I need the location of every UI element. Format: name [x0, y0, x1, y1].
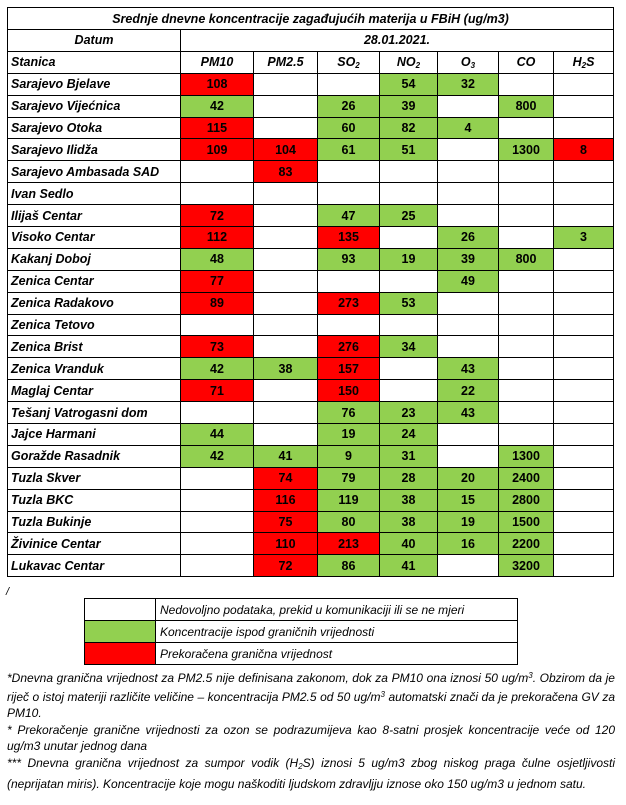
value-cell — [554, 161, 614, 183]
value-cell: 104 — [254, 139, 318, 161]
value-cell — [499, 314, 554, 336]
station-name: Sarajevo Vijećnica — [8, 95, 181, 117]
station-name: Zenica Centar — [8, 270, 181, 292]
value-cell — [438, 314, 499, 336]
value-cell — [554, 73, 614, 95]
station-name: Zenica Tetovo — [8, 314, 181, 336]
value-cell: 19 — [380, 248, 438, 270]
value-cell: 15 — [438, 489, 499, 511]
note-ozone: * Prekoračenje granične vrijednosti za ozon se podrazumijeva kao 8-satni prosjek koncentracije veće od 120 ug/m3 unutar jednog dana — [7, 722, 615, 754]
value-cell — [181, 555, 254, 577]
value-cell — [499, 161, 554, 183]
value-cell: 135 — [318, 227, 380, 249]
value-cell — [554, 292, 614, 314]
value-cell: 150 — [318, 380, 380, 402]
value-cell: 41 — [380, 555, 438, 577]
value-cell: 39 — [438, 248, 499, 270]
value-cell: 23 — [380, 402, 438, 424]
value-cell: 61 — [318, 139, 380, 161]
value-cell: 73 — [181, 336, 254, 358]
table-row — [8, 205, 614, 227]
date-value: 28.01.2021. — [181, 30, 614, 52]
value-cell: 25 — [380, 205, 438, 227]
value-cell: 9 — [318, 445, 380, 467]
value-cell: 116 — [254, 489, 318, 511]
value-cell: 42 — [181, 358, 254, 380]
value-cell — [254, 292, 318, 314]
value-cell: 800 — [499, 248, 554, 270]
value-cell: 38 — [254, 358, 318, 380]
value-cell — [380, 314, 438, 336]
legend-row — [85, 643, 518, 665]
legend-label: Nedovoljno podataka, prekid u komunikaciji ili se ne mjeri — [156, 599, 518, 621]
value-cell — [181, 533, 254, 555]
col-header-so2: $SO_2$ — [318, 51, 380, 73]
station-name: Visoko Centar — [8, 227, 181, 249]
value-cell — [438, 183, 499, 205]
value-cell: 1500 — [499, 511, 554, 533]
value-cell: 53 — [380, 292, 438, 314]
value-cell: 26 — [438, 227, 499, 249]
value-cell — [181, 511, 254, 533]
table-row — [8, 402, 614, 424]
table-row — [8, 555, 614, 577]
station-name: Zenica Vranduk — [8, 358, 181, 380]
value-cell: 38 — [380, 489, 438, 511]
value-cell — [318, 270, 380, 292]
legend-swatch — [85, 599, 156, 621]
value-cell — [554, 314, 614, 336]
value-cell — [254, 270, 318, 292]
value-cell — [499, 380, 554, 402]
value-cell — [254, 205, 318, 227]
table-title: Srednje dnevne koncentracije zagađujućih materija u FBiH (ug/m3) — [8, 8, 614, 30]
value-cell: 39 — [380, 95, 438, 117]
value-cell: 74 — [254, 467, 318, 489]
value-cell — [380, 358, 438, 380]
table-row — [8, 314, 614, 336]
value-cell — [554, 358, 614, 380]
value-cell: 800 — [499, 95, 554, 117]
value-cell: 75 — [254, 511, 318, 533]
value-cell — [254, 73, 318, 95]
table-row — [8, 95, 614, 117]
value-cell — [318, 161, 380, 183]
table-row — [8, 467, 614, 489]
value-cell — [554, 511, 614, 533]
value-cell — [554, 380, 614, 402]
value-cell — [499, 73, 554, 95]
value-cell — [318, 314, 380, 336]
value-cell: 49 — [438, 270, 499, 292]
table-row — [8, 358, 614, 380]
value-cell — [438, 555, 499, 577]
value-cell — [438, 139, 499, 161]
col-header-pm25: PM2.5 — [254, 51, 318, 73]
table-row — [8, 380, 614, 402]
stray-mark: / — [6, 586, 10, 598]
value-cell: 3200 — [499, 555, 554, 577]
legend-label: Prekoračena granična vrijednost — [156, 643, 518, 665]
value-cell — [499, 205, 554, 227]
value-cell: 22 — [438, 380, 499, 402]
value-cell — [554, 270, 614, 292]
value-cell — [438, 424, 499, 446]
value-cell — [554, 95, 614, 117]
value-cell — [438, 445, 499, 467]
value-cell — [499, 117, 554, 139]
value-cell — [254, 183, 318, 205]
value-cell — [438, 292, 499, 314]
table-row — [8, 183, 614, 205]
value-cell — [380, 270, 438, 292]
value-cell — [181, 402, 254, 424]
station-name: Zenica Radakovo — [8, 292, 181, 314]
table-row — [8, 73, 614, 95]
value-cell — [181, 489, 254, 511]
value-cell: 60 — [318, 117, 380, 139]
station-name: Tuzla BKC — [8, 489, 181, 511]
value-cell — [254, 336, 318, 358]
value-cell: 43 — [438, 358, 499, 380]
value-cell — [554, 248, 614, 270]
table-row — [8, 336, 614, 358]
value-cell: 76 — [318, 402, 380, 424]
value-cell: 72 — [181, 205, 254, 227]
value-cell — [380, 227, 438, 249]
value-cell: 32 — [438, 73, 499, 95]
value-cell — [499, 336, 554, 358]
value-cell: 79 — [318, 467, 380, 489]
column-header-row — [8, 51, 614, 73]
value-cell — [499, 424, 554, 446]
station-name: Živinice Centar — [8, 533, 181, 555]
value-cell: 51 — [380, 139, 438, 161]
legend-label: Koncentracije ispod graničnih vrijednosti — [156, 621, 518, 643]
station-header: Stanica — [8, 51, 181, 73]
value-cell: 24 — [380, 424, 438, 446]
station-name: Lukavac Centar — [8, 555, 181, 577]
value-cell: 48 — [181, 248, 254, 270]
value-cell — [254, 380, 318, 402]
note-h2s: *** Dnevna granična vrijednost za sumpor vodik $(H_2S)$ iznosi 5 ug/m3 zbog niskog praga čulne osjetljivosti (neprijatan miris). Koncentracije koje mogu naškoditi ljudskom zdravljju iznose oko 150 ug/m3 u jednom satu. — [7, 755, 616, 791]
table-row — [8, 227, 614, 249]
date-label: Datum — [8, 30, 181, 52]
value-cell — [318, 183, 380, 205]
value-cell: 115 — [181, 117, 254, 139]
value-cell: 93 — [318, 248, 380, 270]
value-cell: 16 — [438, 533, 499, 555]
value-cell — [554, 183, 614, 205]
station-name: Tuzla Bukinje — [8, 511, 181, 533]
value-cell — [181, 467, 254, 489]
value-cell — [254, 117, 318, 139]
value-cell: 40 — [380, 533, 438, 555]
station-name: Jajce Harmani — [8, 424, 181, 446]
value-cell: 41 — [254, 445, 318, 467]
value-cell — [254, 402, 318, 424]
table-row — [8, 117, 614, 139]
value-cell — [554, 445, 614, 467]
legend-swatch — [85, 621, 156, 643]
table-row — [8, 533, 614, 555]
value-cell — [254, 248, 318, 270]
legend — [84, 598, 518, 665]
value-cell: 42 — [181, 95, 254, 117]
table-row — [8, 270, 614, 292]
legend-swatch — [85, 643, 156, 665]
value-cell — [554, 533, 614, 555]
station-name: Ilijaš Centar — [8, 205, 181, 227]
value-cell — [181, 161, 254, 183]
value-cell: 8 — [554, 139, 614, 161]
station-name: Sarajevo Ilidža — [8, 139, 181, 161]
table-row — [8, 292, 614, 314]
value-cell: 28 — [380, 467, 438, 489]
value-cell: 19 — [318, 424, 380, 446]
value-cell — [254, 227, 318, 249]
col-header-h2s: $H_2S$ — [554, 51, 614, 73]
value-cell: 108 — [181, 73, 254, 95]
value-cell: 83 — [254, 161, 318, 183]
col-header-o3: $O_3$ — [438, 51, 499, 73]
station-name: Kakanj Doboj — [8, 248, 181, 270]
value-cell: 54 — [380, 73, 438, 95]
value-cell — [554, 117, 614, 139]
value-cell — [438, 95, 499, 117]
col-header-no2: $NO_2$ — [380, 51, 438, 73]
value-cell: 4 — [438, 117, 499, 139]
table-row — [8, 139, 614, 161]
col-header-co: CO — [499, 51, 554, 73]
table-row — [8, 511, 614, 533]
table-row — [8, 248, 614, 270]
value-cell: 109 — [181, 139, 254, 161]
value-cell: 31 — [380, 445, 438, 467]
table-row — [8, 489, 614, 511]
value-cell — [554, 424, 614, 446]
value-cell: 38 — [380, 511, 438, 533]
value-cell: 44 — [181, 424, 254, 446]
value-cell — [554, 205, 614, 227]
value-cell — [181, 183, 254, 205]
station-name: Tešanj Vatrogasni dom — [8, 402, 181, 424]
value-cell: 26 — [318, 95, 380, 117]
value-cell: 3 — [554, 227, 614, 249]
station-name: Ivan Sedlo — [8, 183, 181, 205]
value-cell: 19 — [438, 511, 499, 533]
value-cell: 213 — [318, 533, 380, 555]
station-name: Sarajevo Otoka — [8, 117, 181, 139]
value-cell — [499, 358, 554, 380]
station-name: Sarajevo Bjelave — [8, 73, 181, 95]
value-cell: 72 — [254, 555, 318, 577]
value-cell: 273 — [318, 292, 380, 314]
value-cell — [181, 314, 254, 336]
value-cell: 77 — [181, 270, 254, 292]
station-name: Sarajevo Ambasada SAD — [8, 161, 181, 183]
value-cell: 110 — [254, 533, 318, 555]
value-cell — [499, 292, 554, 314]
value-cell — [554, 402, 614, 424]
table-row — [8, 445, 614, 467]
value-cell — [499, 227, 554, 249]
value-cell — [254, 314, 318, 336]
value-cell — [554, 489, 614, 511]
station-name: Goražde Rasadnik — [8, 445, 181, 467]
value-cell: 86 — [318, 555, 380, 577]
value-cell: 71 — [181, 380, 254, 402]
station-name: Zenica Brist — [8, 336, 181, 358]
legend-row — [85, 599, 518, 621]
value-cell — [254, 95, 318, 117]
value-cell — [499, 402, 554, 424]
value-cell: 47 — [318, 205, 380, 227]
value-cell — [254, 424, 318, 446]
value-cell — [438, 336, 499, 358]
value-cell: 119 — [318, 489, 380, 511]
value-cell — [499, 183, 554, 205]
value-cell: 82 — [380, 117, 438, 139]
value-cell — [554, 555, 614, 577]
value-cell — [380, 161, 438, 183]
value-cell — [554, 467, 614, 489]
value-cell: 43 — [438, 402, 499, 424]
value-cell — [554, 336, 614, 358]
concentration-table — [7, 7, 614, 577]
value-cell: 2200 — [499, 533, 554, 555]
value-cell — [380, 380, 438, 402]
value-cell — [438, 161, 499, 183]
note-pm: *Dnevna granična vrijednost za PM2.5 nije definisana zakonom, dok za PM10 ona iznosi 50 $ug/m^3$. Obzirom da je riječ o istoj materiji različite veličine – koncentracija PM2.5 od 50 $ug/m^3$ automatski znači da je prekoračena GV za PM10. — [7, 671, 615, 721]
value-cell: 1300 — [499, 445, 554, 467]
value-cell — [499, 270, 554, 292]
value-cell: 80 — [318, 511, 380, 533]
value-cell: 89 — [181, 292, 254, 314]
value-cell — [438, 205, 499, 227]
value-cell: 276 — [318, 336, 380, 358]
value-cell: 2800 — [499, 489, 554, 511]
station-name: Maglaj Centar — [8, 380, 181, 402]
value-cell: 2400 — [499, 467, 554, 489]
table-row — [8, 161, 614, 183]
value-cell: 42 — [181, 445, 254, 467]
station-name: Tuzla Skver — [8, 467, 181, 489]
table-row — [8, 424, 614, 446]
col-header-pm10: PM10 — [181, 51, 254, 73]
value-cell — [380, 183, 438, 205]
value-cell — [318, 73, 380, 95]
value-cell: 34 — [380, 336, 438, 358]
legend-row — [85, 621, 518, 643]
value-cell: 1300 — [499, 139, 554, 161]
value-cell: 112 — [181, 227, 254, 249]
footnotes — [7, 668, 615, 792]
value-cell: 157 — [318, 358, 380, 380]
value-cell: 20 — [438, 467, 499, 489]
